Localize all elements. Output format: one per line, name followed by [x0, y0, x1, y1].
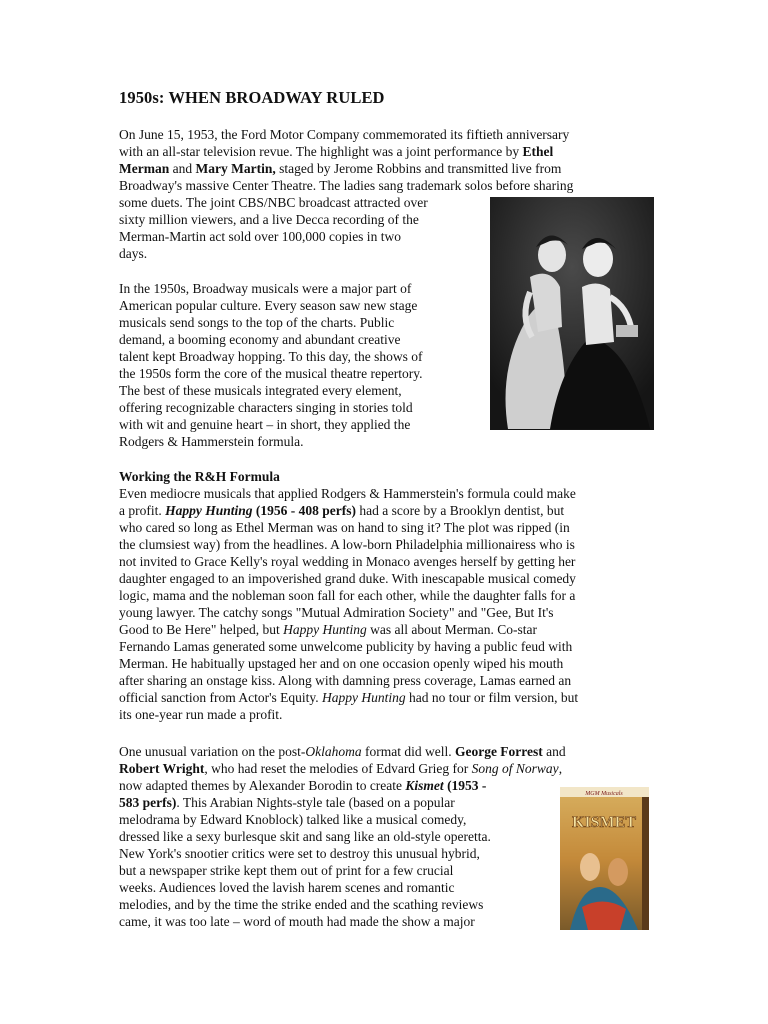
text-line: some duets. The joint CBS/NBC broadcast attracted over — [119, 195, 428, 210]
text-line: with an all-star television revue. The highlight was a joint performance by Ethel — [119, 144, 554, 159]
kismet-cover-illustration — [560, 787, 649, 930]
text-line: musicals send songs to the top of the charts. Public — [119, 315, 395, 330]
section-heading: Working the R&H Formula — [119, 469, 280, 484]
name-robert-wright: Robert Wright — [119, 761, 205, 776]
text-line: after sharing an onstage kiss. Along with damning press coverage, Lamas earned an — [119, 673, 572, 688]
text-line: Good to Be Here" helped, but Happy Hunting was all about Merman. Co-star — [119, 622, 537, 637]
text-line: melodies, and by the time the strike ended and the scathing reviews — [119, 897, 484, 912]
name-merman: Merman — [119, 161, 170, 176]
paragraph-1950s — [119, 280, 479, 450]
cover-brand: MGM Musicals — [585, 791, 623, 797]
text-line: New York's snootier critics were set to destroy this unusual hybrid, — [119, 846, 480, 861]
kismet-cover-image — [560, 787, 649, 930]
text-line: the clumsiest way) from the headlines. A low-born Philadelphia millionairess who is — [119, 537, 575, 552]
text-line: not invited to Grace Kelly's royal wedding in Monaco avenges herself by getting her — [119, 554, 576, 569]
text-line: Merman. He habitually upstaged her and on one occasion openly wiped his mouth — [119, 656, 564, 671]
text-line: who cared so long as Ethel Merman was on hand to sing it? The plot was ripped (in — [119, 520, 570, 535]
name-mary-martin: Mary Martin, — [195, 161, 276, 176]
text-line: American popular culture. Every season saw new stage — [119, 298, 418, 313]
paragraph-happy-hunting — [119, 485, 654, 723]
text-line: with wit and genuine heart – in short, they applied the — [119, 417, 411, 432]
text-line: its one-year run made a profit. — [119, 707, 283, 722]
text-line: but a newspaper strike kept them out of print for a few crucial — [119, 863, 454, 878]
text-line: One unusual variation on the post-Oklahoma format did well. George Forrest and — [119, 744, 566, 759]
merman-martin-photo — [490, 197, 654, 430]
name-ethel: Ethel — [522, 144, 554, 159]
text-line: On June 15, 1953, the Ford Motor Company commemorated its fiftieth anniversary — [119, 127, 570, 142]
name-george-forrest: George Forrest — [454, 744, 543, 759]
text-line: days. — [119, 246, 148, 261]
text-line: logic, mama and the nobleman soon fall for each other, while the daughter falls for a — [119, 588, 576, 603]
text-line: melodrama by Edward Knoblock) talked like a musical comedy, — [119, 812, 467, 827]
text-line: weeks. Audiences loved the lavish harem scenes and romantic — [119, 880, 455, 895]
text-line: the 1950s form the core of the musical theatre repertory. — [119, 366, 423, 381]
text-line: Rodgers & Hammerstein formula. — [119, 434, 304, 449]
text-line: Merman and Mary Martin, staged by Jerome Robbins and transmitted live from — [119, 161, 562, 176]
cover-title: KISMET — [571, 814, 637, 831]
text-line: dressed like a sexy burlesque skit and sang like an old-style operetta. — [119, 829, 491, 844]
page-title: 1950s: WHEN BROADWAY RULED — [119, 88, 385, 107]
show-title: Kismet — [405, 778, 444, 793]
text-line: daughter engaged to an impoverished grand duke. With inescapable musical comedy — [119, 571, 576, 586]
text-line: In the 1950s, Broadway musicals were a major part of — [119, 281, 412, 296]
text-line: Merman-Martin act sold over 100,000 copies in two — [119, 229, 401, 244]
text-line: now adapted themes by Alexander Borodin to create Kismet (1953 - — [119, 778, 487, 793]
text-line: Fernando Lamas generated some unwelcome publicity by having a public feud with — [119, 639, 573, 654]
photo-illustration — [490, 197, 654, 430]
text-line: came, it was too late – word of mouth had made the show a major — [119, 914, 475, 929]
paragraph-kismet — [119, 743, 566, 930]
text-line: Even mediocre musicals that applied Rodgers & Hammerstein's formula could make — [119, 486, 576, 501]
text-line: Broadway's massive Center Theatre. The ladies sang trademark solos before sharing — [119, 178, 574, 193]
text-line: Robert Wright, who had reset the melodies of Edvard Grieg for Song of Norway, — [119, 761, 563, 776]
text-line: sixty million viewers, and a live Decca recording of the — [119, 212, 419, 227]
text-line: 583 perfs). This Arabian Nights-style tale (based on a popular — [119, 795, 455, 810]
text-line: talent kept Broadway hopping. To this day, the shows of — [119, 349, 423, 364]
text-line: official sanction from Actor's Equity. Happy Hunting had no tour or film version, but — [119, 690, 579, 705]
text-line: The best of these musicals integrated every element, — [119, 383, 402, 398]
text-line: young lawyer. The catchy songs "Mutual Admiration Society" and "Gee, But It's — [119, 605, 554, 620]
text-line: offering recognizable characters singing in stories told — [119, 400, 413, 415]
text-line: a profit. Happy Hunting (1956 - 408 perfs) had a score by a Brooklyn dentist, but — [119, 503, 565, 518]
show-title: Happy Hunting — [165, 503, 253, 518]
text-line: demand, a booming economy and abundant creative — [119, 332, 401, 347]
